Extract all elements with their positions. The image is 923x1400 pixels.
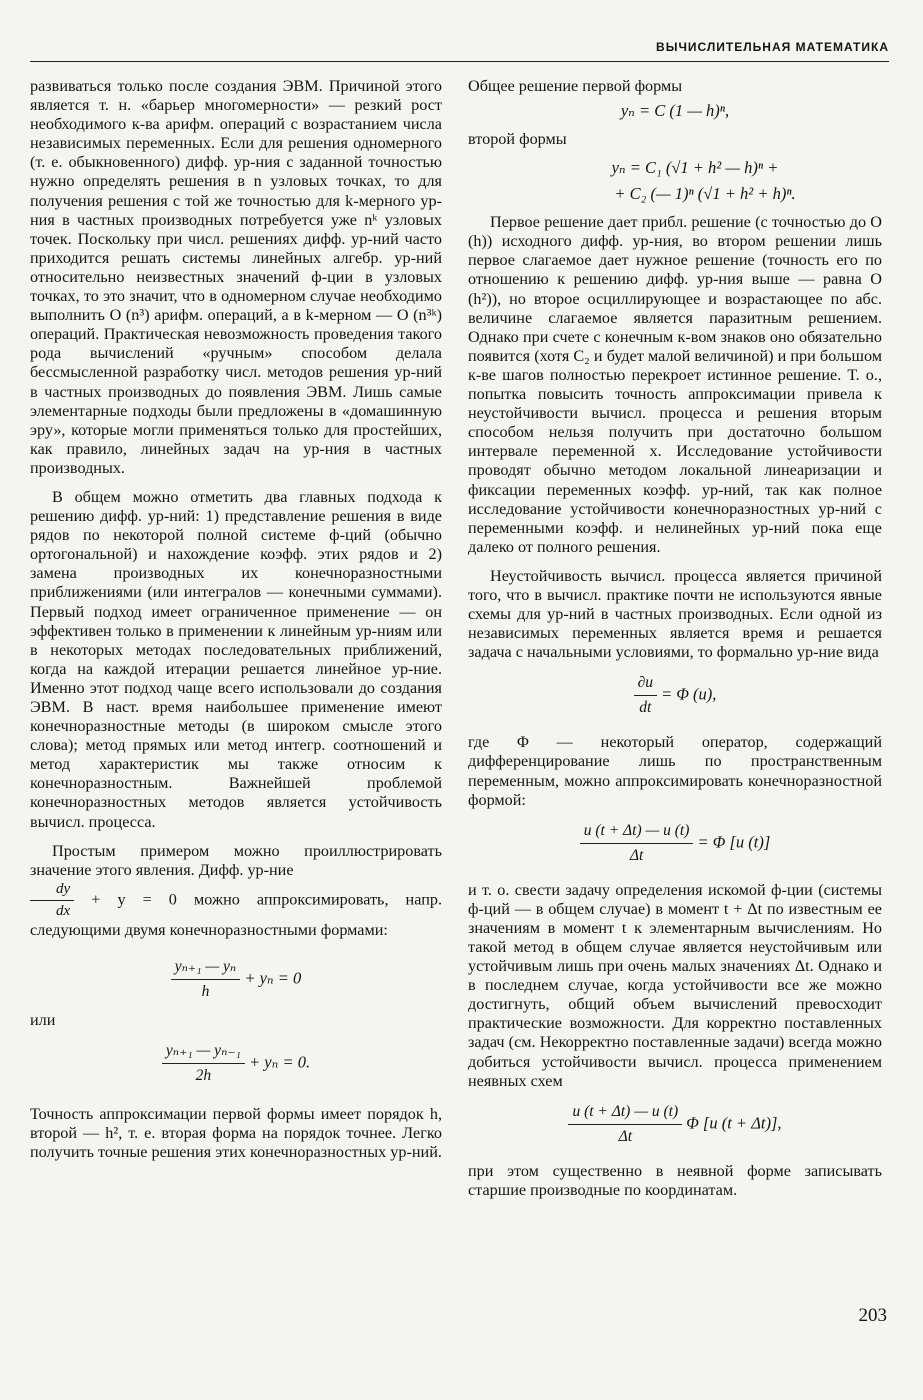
equation (30, 1040, 442, 1087)
fraction-denominator: h (201, 983, 210, 1001)
equation-rest: Φ [u (t + Δt)], (686, 1113, 782, 1133)
fraction (162, 1040, 245, 1087)
fraction-numerator: yₙ₊₁ — yₙ (171, 956, 240, 980)
fraction (171, 956, 240, 1003)
equation (468, 820, 882, 867)
paragraph: Неустойчивость вычисл. процесса является причиной того, что в вычисл. практике почти не используются явные схемы для ур-ний в частных производных. Если одной из независимых переменных является время и решается задача с начальными условиями, то формально ур-ние вида (468, 566, 882, 662)
running-header: ВЫЧИСЛИТЕЛЬНАЯ МАТЕМАТИКА (30, 40, 889, 62)
right-column (468, 77, 882, 1200)
fraction-numerator: dy (30, 880, 74, 901)
paragraph: Точность аппроксимации первой формы имеет порядок h, второй — h², т. е. вторая форма на порядок точнее. Легко получить точные решения этих конечноразностных ур-ний. (30, 1105, 442, 1162)
fraction-numerator: yₙ₊₁ — yₙ₋₁ (162, 1040, 245, 1064)
equation-rest: = Φ (u), (661, 684, 717, 704)
fraction-numerator: u (t + Δt) — u (t) (580, 820, 694, 844)
paragraph: развиваться только после создания ЭВМ. Причиной этого является т. н. «барьер многомерности» — резкий рост необходимого к-ва арифм. операций с возрастанием числа независимых переменных. Если для решения одномерного (т. е. обыкновенного) дифф. ур-ния с заданной точностью нужно определять решения в n узловых точках, то для получения решения с той же точностью для k-мерного ур-ния в частных производных потребуется уже nᵏ узловых точек. Поскольку при числ. решениях дифф. ур-ний часто приходится решать системы линейных алгебр. ур-ний относительно неизвестных значений ф-ции в узловых точках, то это значит, что в одномерном случае необходимо выполнить O (n³) арифм. операций, а в k-мерном — O (n³ᵏ) операций. Практическая невозможность проведения такого рода вычислений «ручным» способом делала бессмысленной разработку числ. методов решения ур-ний в частных производных до появления ЭВМ. Лишь самые элементарные подходы были предложены в «домашинную эру», которые могли применяться только для простейших, как правило, линейных задач на ур-ния в частных производных. (30, 77, 442, 477)
page-number: 203 (858, 1305, 887, 1326)
equation: yₙ = C (1 — h)ⁿ, (620, 101, 730, 121)
equation-rest: + yₙ = 0. (249, 1052, 311, 1072)
paragraph: В общем можно отметить два главных подхода к решению дифф. ур-ний: 1) представление решения в виде рядов по некоторой полной системе ф-ций (обычно ортогональной) и нахождение коэфф. этих рядов и 2) замена производных их конечноразностными приближениями (или интегралов — конечными суммами). Первый подход имеет ограниченное применение — он эффективен только в применении к линейным ур-ниям или в некоторых методах последовательных приближений, когда на каждой итерации решается линейное ур-ние. Именно этот подход чаще всего использовали до создания ЭВМ. В наст. время наибольшее применение имеют конечноразностные методы (в широком смысле этого слова); метод прямых или метод интегр. соотношений и метод характеристик мы также относим к конечноразностным. Важнейшей проблемой конечноразностных методов является устойчивость вычисл. процесса. (30, 487, 442, 831)
fraction-numerator: u (t + Δt) — u (t) (568, 1101, 682, 1125)
paragraph: второй формы (468, 130, 567, 149)
paragraph-with-equation (30, 842, 442, 940)
paragraph-text: + y = 0 можно аппроксимировать, напр. следующими двумя конечноразностными формами: (30, 890, 442, 940)
equation: + C₂ (— 1)ⁿ (√1 + h² + h)ⁿ. (614, 184, 796, 204)
paragraph-text: Простым примером можно проиллюстрировать значение этого явления. Дифф. ур-ние (30, 841, 442, 879)
fraction (30, 880, 74, 921)
equation (30, 956, 442, 1003)
fraction-numerator: ∂u (634, 672, 657, 696)
fraction-denominator: dx (56, 902, 71, 919)
fraction-denominator: Δt (618, 1127, 632, 1145)
left-column (30, 77, 442, 1163)
paragraph: Первое решение дает прибл. решение (с точностью до O (h)) исходного дифф. ур-ния, во втором решении лишь первое слагаемое дает нужное решение (точность его по отношению к решению дифф. ур-ния выше — равна O (h²)), но второе осциллирующее и возрастающее по абс. величине слагаемое является паразитным решением. Однако при счете с конечным к-вом знаков оно обязательно появится (хотя C₂ и будет малой величиной) и при большом к-ве шагов полностью перекроет истинное решение. Т. о., попытка повысить точность аппроксимации привела к неустойчивости вычисл. процесса и решения вторым способом нельзя получить при достаточно большом интервале переменной x. Исследование устойчивости проводят обычно методом локальной линеаризации и фиксации переменных коэфф. ур-ний, так как полное исследование устойчивости конечноразностных ур-ний с переменными коэфф. и нелинейных ур-ний пока еще далеко от полного решения. (468, 213, 882, 556)
equation: yₙ = C₁ (√1 + h² — h)ⁿ + (611, 158, 779, 178)
equation-rest: + yₙ = 0 (244, 968, 302, 988)
fraction-denominator: 2h (195, 1067, 212, 1085)
paragraph: где Φ — некоторый оператор, содержащий дифференцирование лишь по пространственным переменным, можно аппроксимировать конечноразностной формой: (468, 733, 882, 809)
fraction (568, 1101, 682, 1148)
equation-rest: = Φ [u (t)] (697, 832, 771, 851)
fraction (634, 672, 657, 719)
equation (468, 1101, 882, 1148)
equation (468, 672, 882, 719)
fraction (580, 820, 694, 867)
fraction-denominator: Δt (629, 846, 644, 864)
paragraph: при этом существенно в неявной форме записывать старшие производные по координатам. (468, 1161, 882, 1199)
conjunction: или (30, 1011, 56, 1030)
paragraph: Общее решение первой формы (468, 77, 683, 95)
fraction-denominator: dt (639, 699, 652, 717)
paragraph: и т. о. свести задачу определения искомой ф-ции (системы ф-ций — в общем случае) в момент t + Δt по известным ее значениям в момент t к элементарным вычислениям. Но такой метод в общем случае является неустойчивым или устойчивым лишь при очень малых значениях Δt. Однако и в последнем случае, когда устойчивости все же можно достигнуть, общий объем вычислений превосходит практические возможности. Для корректно поставленных задач (см. Некорректно поставленные задачи) всегда можно добиться устойчивости вычисл. процесса применением неявных схем (468, 880, 882, 1090)
